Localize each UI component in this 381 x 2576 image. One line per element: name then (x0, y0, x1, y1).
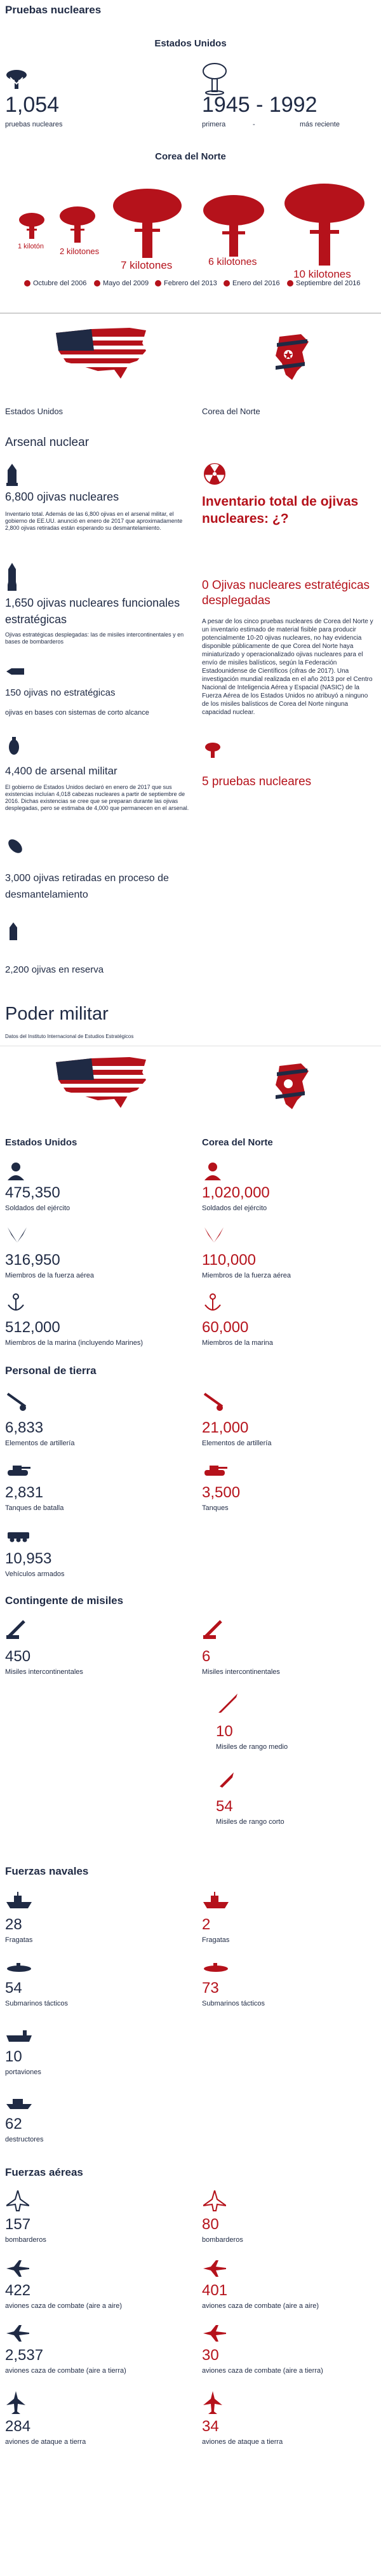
nk-army-label: Soldados del ejército (202, 1204, 267, 1212)
section-title-tests: Pruebas nucleares (5, 4, 102, 16)
yield-label-3: 7 kilotones (121, 259, 173, 271)
bomb-drop-icon (8, 737, 20, 757)
us-warheads-note: Inventario total. Además de las 6,800 ojivas en el arsenal militar, el gobierno de EE.UU. anunció en enero de 2017 que aproximadamente 2,800 ojivas retiradas están esperando su desmantelamiento. (5, 511, 183, 531)
us-frigates: 28 (5, 1916, 22, 1933)
nk-map-flag-icon-2 (273, 1062, 311, 1110)
nk-inventory: Inventario total de ojivas nucleares: ¿? (202, 494, 359, 526)
arsenal-nk-label: Corea del Norte (202, 407, 260, 416)
frigate-icon (6, 1892, 32, 1908)
us-frigates-label: Fragatas (5, 1936, 33, 1944)
nk-fighters-ag-label: aviones caza de combate (aire a tierra) (202, 2367, 323, 2375)
mushroom-cloud-1kt (18, 212, 46, 240)
us-military: 4,400 de arsenal militar (5, 765, 117, 777)
nk-short-label: Misiles de rango corto (216, 1818, 284, 1826)
us-map-flag-icon (53, 325, 149, 381)
nk-army: 1,020,000 (202, 1184, 270, 1201)
nk-artillery: 21,000 (202, 1419, 249, 1436)
us-attack-label: aviones de ataque a tierra (5, 2438, 86, 2446)
nk-fighters-ag: 30 (202, 2347, 219, 2364)
us-artillery: 6,833 (5, 1419, 44, 1436)
legend-item-4: Enero del 2016 (224, 280, 280, 287)
us-map-flag-icon-2 (53, 1055, 149, 1110)
nk-airforce-label: Miembros de la fuerza aérea (202, 1272, 291, 1279)
us-airforce: 316,950 (5, 1251, 60, 1269)
nk-deployed: 0 Ojivas nucleares estratégicas desplegadas (202, 579, 370, 607)
soldier-icon (6, 1161, 25, 1180)
tank-icon (6, 1462, 30, 1476)
mushroom-cloud-10kt (283, 183, 366, 267)
us-bombers-label: bombarderos (5, 2236, 46, 2244)
mushroom-cloud-7kt (112, 188, 183, 259)
radiation-icon (203, 462, 226, 485)
fighter-jet-icon-2 (6, 2325, 29, 2342)
nk-artillery-label: Elementos de artillería (202, 1440, 272, 1447)
nk-frigates-label: Fragatas (202, 1936, 230, 1944)
nk-map-flag-icon (273, 333, 311, 381)
us-test-count: 1,054 (5, 93, 60, 117)
us-army: 475,350 (5, 1184, 60, 1201)
years-first-label: primera (202, 121, 226, 128)
anchor-icon (6, 1293, 25, 1312)
nk-launcher-icon (203, 1620, 225, 1639)
nk-subs: 73 (202, 1979, 219, 1997)
mushroom-cloud-icon (202, 62, 227, 95)
nk-tests: 5 pruebas nucleares (202, 775, 312, 788)
yield-label-1: 1 kilotón (18, 243, 44, 250)
nk-tanks-label: Tanques (202, 1504, 229, 1512)
nk-medium-label: Misiles de rango medio (216, 1743, 288, 1751)
us-subs: 54 (5, 1979, 22, 1997)
us-fighters-aa-label: aviones caza de combate (aire a aire) (5, 2302, 123, 2310)
us-attack: 284 (5, 2418, 31, 2435)
us-subs-label: Submarinos tácticos (5, 2000, 69, 2007)
ground-heading: Personal de tierra (5, 1365, 97, 1377)
nk-soldier-icon (203, 1161, 222, 1180)
us-fighters-ag-label: aviones caza de combate (aire a tierra) (5, 2367, 126, 2375)
mushroom-cloud-6kt (202, 194, 265, 258)
retired-bomb-icon (6, 837, 24, 855)
mushroom-cloud-2kt (58, 206, 97, 244)
us-vehicles: 10,953 (5, 1550, 52, 1567)
air-heading: Fuerzas aéreas (5, 2166, 83, 2178)
us-fighters-aa: 422 (5, 2282, 31, 2299)
destroyer-icon (6, 2096, 32, 2109)
us-icbm: 450 (5, 1648, 31, 1665)
us-functional-note: Ojivas estratégicas desplegadas: las de misiles intercontinentales y en bases de bombarderos (5, 631, 184, 645)
nk-medium: 10 (216, 1723, 233, 1740)
nk-attack-label: aviones de ataque a tierra (202, 2438, 283, 2446)
missile-heading: Contingente de misiles (5, 1595, 124, 1607)
nk-medium-missile-icon (217, 1692, 239, 1714)
nk-bombers: 80 (202, 2216, 219, 2233)
nk-artillery-icon (203, 1393, 226, 1412)
military-nk-label: Corea del Norte (202, 1137, 273, 1148)
nk-short: 54 (216, 1798, 233, 1815)
military-us-label: Estados Unidos (5, 1137, 77, 1148)
legend-item-2: Mayo del 2009 (94, 280, 149, 287)
nk-wings-icon (203, 1226, 225, 1244)
nk-bomber-icon (203, 2190, 226, 2212)
divider (0, 313, 381, 314)
us-tanks: 2,831 (5, 1484, 44, 1501)
nk-fighters-aa-label: aviones caza de combate (aire a aire) (202, 2302, 319, 2310)
nk-icbm: 6 (202, 1648, 211, 1665)
submarine-icon (6, 1963, 32, 1972)
legend-item-5: Septiembre del 2016 (287, 280, 361, 287)
yield-label-5: 10 kilotones (293, 268, 351, 280)
nk-tanks: 3,500 (202, 1484, 241, 1501)
us-navy: 512,000 (5, 1319, 60, 1336)
us-fighters-ag: 2,537 (5, 2347, 44, 2364)
arsenal-heading: Arsenal nuclear (5, 436, 90, 449)
us-bombers: 157 (5, 2216, 31, 2233)
nk-attack-plane-icon (203, 2391, 222, 2414)
us-retired: 3,000 ojivas retiradas en proceso de desmantelamiento (5, 873, 169, 900)
bomb-icon (5, 69, 28, 94)
us-army-label: Soldados del ejército (5, 1204, 70, 1212)
launcher-icon (6, 1620, 28, 1639)
legend-item-3: Febrero del 2013 (155, 280, 217, 287)
years-last-label: más reciente (300, 121, 340, 128)
yield-label-2: 2 kilotones (60, 246, 100, 256)
us-nonstrategic-note: ojivas en bases con sistemas de corto alcance (5, 709, 149, 717)
nk-fighter-jet-icon-2 (203, 2325, 226, 2342)
arsenal-us-label: Estados Unidos (5, 407, 64, 416)
us-test-label: pruebas nucleares (5, 121, 63, 128)
nk-text: A pesar de los cinco pruebas nucleares de Corea del Norte y un inventario estimado de material fisible para producir potencialmente 10-20 ojivas nucleares, no hay evidencia disponible públicamente de que Corea del Norte haya miniaturizado y operacionalizado ojivas nucleares para el envío de misiles balísticos, según la Federación Estadounidense de Científicos (cifras de 2017). Una investigación mundial realizada en el año 2013 por el Centro Nacional de Inteligencia Aérea y Espacial (NASIC) de la Fuerza Aérea de los Estados Unidos no atribuyó a ninguno de los misiles balísticos de Corea del Norte ninguna capacidad nuclear. (202, 618, 373, 716)
naval-heading: Fuerzas navales (5, 1865, 89, 1877)
nk-frigates: 2 (202, 1916, 211, 1933)
years-sep: - (253, 121, 255, 128)
warhead-icon (6, 464, 18, 487)
us-airforce-label: Miembros de la fuerza aérea (5, 1272, 95, 1279)
armored-vehicle-icon (6, 1528, 30, 1542)
us-destroyers-label: destructores (5, 2136, 44, 2143)
us-navy-label: Miembros de la marina (incluyendo Marines) (5, 1339, 144, 1347)
nk-fighter-jet-icon (203, 2260, 226, 2277)
nk-frigate-icon (203, 1892, 229, 1908)
us-carriers-label: portaviones (5, 2068, 41, 2076)
nk-heading: Corea del Norte (155, 151, 226, 162)
nk-bombers-label: bombarderos (202, 2236, 243, 2244)
nk-anchor-icon (203, 1293, 222, 1312)
nk-icbm-label: Misiles intercontinentales (202, 1668, 280, 1676)
missile-icon (8, 563, 17, 591)
wings-icon (6, 1226, 28, 1244)
military-source: Datos del Instituto Internacional de Estudios Estratégicos (5, 1034, 134, 1039)
bomber-icon (6, 2190, 29, 2212)
attack-plane-icon (6, 2391, 25, 2414)
artillery-icon (6, 1393, 29, 1412)
us-carriers: 10 (5, 2048, 22, 2065)
us-tanks-label: Tanques de batalla (5, 1504, 64, 1512)
us-reserve: 2,200 ojivas en reserva (5, 964, 104, 975)
nk-short-missile-icon (217, 1770, 236, 1789)
us-nonstrategic: 150 ojivas no estratégicas (5, 687, 116, 698)
us-artillery-label: Elementos de artillería (5, 1440, 75, 1447)
us-vehicles-label: Vehículos armados (5, 1570, 65, 1578)
nk-navy-label: Miembros de la marina (202, 1339, 273, 1347)
fighter-jet-icon (6, 2260, 29, 2277)
military-title: Poder militar (5, 1004, 109, 1024)
nk-tank-icon (203, 1462, 227, 1476)
nk-submarine-icon (203, 1963, 229, 1972)
us-military-note: El gobierno de Estados Unidos declaró en enero de 2017 que sus existencias incluían 4,018 cabezas nucleares a partir de septiembre de 2016. Dichas existencias se cree que se preparan durante las ojivas desplegadas, pero se estimaba de 4,000 que permanecen en el arsenal. (5, 784, 189, 811)
us-icbm-label: Misiles intercontinentales (5, 1668, 83, 1676)
nk-airforce: 110,000 (202, 1251, 256, 1269)
short-missile-icon (6, 668, 25, 675)
carrier-icon (6, 2030, 32, 2042)
nk-mushroom-icon (204, 742, 221, 759)
us-functional: 1,650 ojivas nucleares funcionales estratégicas (5, 597, 180, 626)
yield-label-4: 6 kilotones (208, 257, 257, 267)
reserve-icon (9, 922, 18, 940)
legend-item-1: Octubre del 2006 (24, 280, 86, 287)
us-warheads: 6,800 ojivas nucleares (5, 490, 119, 503)
nk-fighters-aa: 401 (202, 2282, 228, 2299)
us-heading: Estados Unidos (154, 38, 227, 49)
nk-attack: 34 (202, 2418, 219, 2435)
nk-navy: 60,000 (202, 1319, 249, 1336)
us-destroyers: 62 (5, 2115, 22, 2133)
test-years: 1945 - 1992 (202, 93, 318, 117)
nk-subs-label: Submarinos tácticos (202, 2000, 265, 2007)
